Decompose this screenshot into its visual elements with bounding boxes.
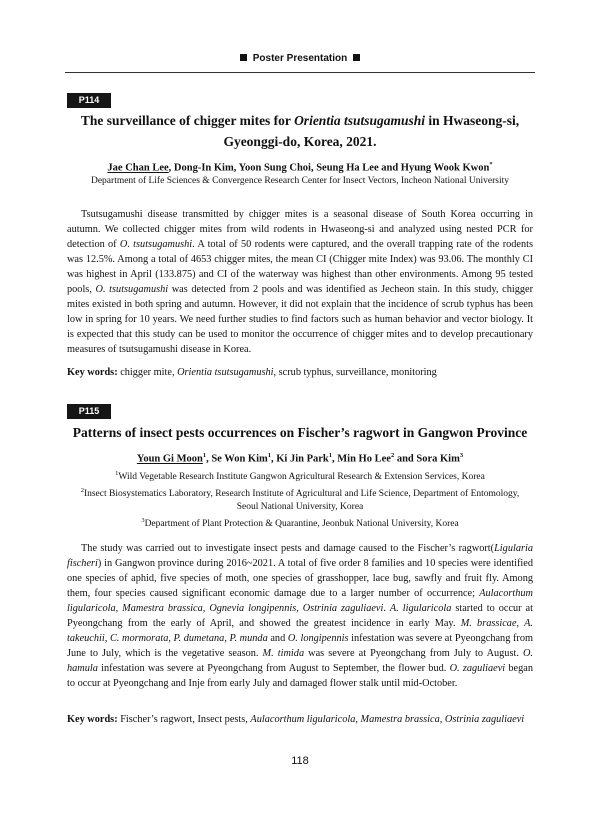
abstract-text: Tsutsugamushi disease transmitted by chigger mites is a seasonal disease of South Korea occurring in autumn. We collected chigger mites from wild rodents in Hwaseong-si and analyzed using nested PCR for detection of O. tsutsugamushi. A total of 50 rodents were captured, and the overall trapping rate of the rodents was 12.5%. Among a total of 4653 chigger mites, the mean CI (Chigger mite Index) was 93.06. The monthly CI was highest in April (133.875) and CI of the waterway was highest than other environments. Among 95 tested pools, O. tsutsugamushi was detected from 2 pools and was identified as Jecheon stain. In this study, chigger mites existed in both spring and autumn. However, it did not explain that the incidence of scrub typhus has been low in spring for 10 years. We need further studies to find factors such as human behavior and vector biology. It is expected that this study can be used to monitor the occurrence of chigger mites and to develop precautionary measures of tsutsugamushi disease in Korea.: [67, 209, 534, 355]
header-divider: [65, 72, 535, 73]
poster-id-badge: P114: [67, 93, 111, 108]
section-header-label: Poster Presentation: [252, 53, 348, 64]
poster-title: The surveillance of chigger mites for Orientia tsutsugamushi in Hwaseong-si, Gyeonggi-do, Korea, 2021.: [80, 113, 520, 149]
author-list: Youn Gi Moon$^1$, Se Won Kim$^1$, Ki Jin Park$^1$, Min Ho Lee$^2$ and Sora Kim$^3$: [136, 452, 464, 465]
presenting-author: Youn Gi Moon: [136, 453, 203, 465]
presenting-author: Jae Chan Lee: [107, 162, 169, 174]
keywords: Key words: Fischer’s ragwort, Insect pests, Aulacorthum ligularicola, Mamestra brassica, Ostrinia zaguliaevi: [67, 714, 525, 725]
square-bullet-icon: [353, 54, 360, 61]
section-header: [0, 53, 600, 64]
abstract-text: The study was carried out to investigate insect pests and damage caused to the Fischer’s ragwort(Ligularia fischeri) in Gangwon province during 2016~2021. A total of five order 8 families and 10 species were identified one species of aphid, five species of moth, one species of grasshopper, lace bug, sawfly and fruit fly. Among them, four species caused significant economic damage due to a larger number of occurrence; Aulacorthum ligularicola, Mamestra brassica, Ognevia longipennis, Ostrinia zaguliaevi. A. ligularicola started to occur at Pyeongchang from the early of April, and showed the greatest incidence in early May. M. brassicae, A. takeuchii, C. mormorata, P. dumetana, P. munda and O. longipennis infestation was severe at Pyeongchang from June to July, which is the vegetative season. M. timida was severe at Pyeongchang from July to August. O. hamula infestation was severe at Pyeongchang from August to September, the flower bud. O. zaguliaevi began to occur at Pyeongchang and Inje from early July and damaged flower stalk until mid-October.: [67, 543, 533, 689]
author-affiliations: $^1$Wild Vegetable Research Institute Gangwon Agricultural Research & Extension Services, Korea $^2$Insect Biosystematics Laboratory, Research Institute of Agricultural and Life Science, Department of Entomology, Seoul National University, Korea $^3$Department of Plant Protection & Quarantine, Jeonbuk National University, Korea: [80, 470, 520, 530]
author-affiliation: Department of Life Sciences & Convergence Research Center for Insect Vectors, Incheon National University: [90, 176, 510, 186]
page-number: 118: [291, 755, 309, 767]
author-list: Jae Chan Lee, Dong-In Kim, Yoon Sung Choi, Seung Ha Lee and Hyung Wook Kwon*: [107, 161, 493, 174]
keywords: Key words: chigger mite, Orientia tsutsugamushi, scrub typhus, surveillance, monitoring: [67, 367, 437, 378]
poster-title: Patterns of insect pests occurrences on Fischer’s ragwort in Gangwon Province: [72, 425, 528, 440]
poster-id-badge: P115: [67, 404, 111, 419]
square-bullet-icon: [240, 54, 247, 61]
